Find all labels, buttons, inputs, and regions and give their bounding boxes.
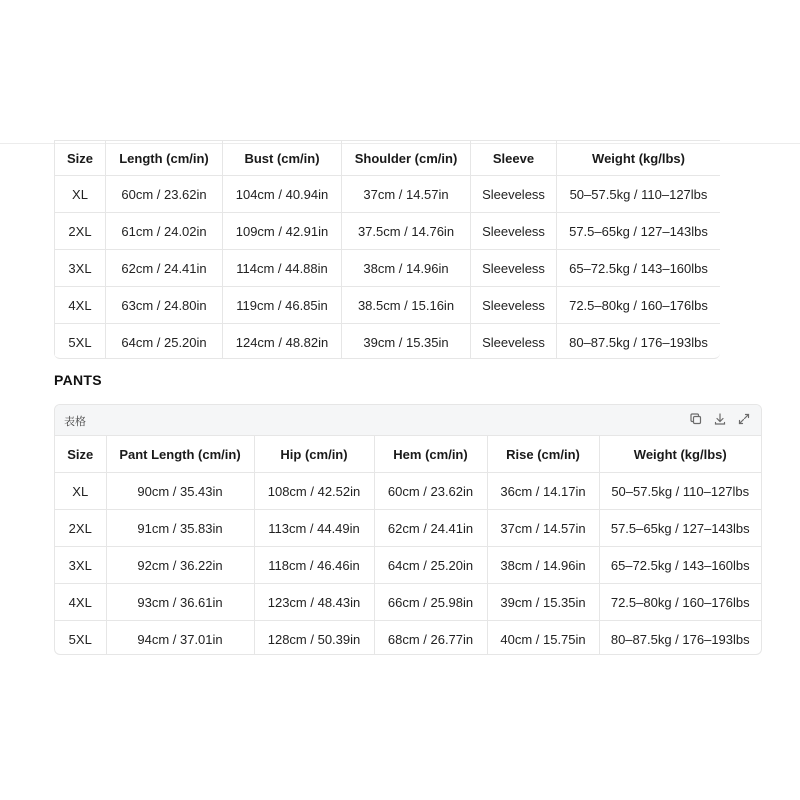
download-icon[interactable]	[713, 412, 727, 426]
column-header: Weight (kg/lbs)	[557, 141, 721, 176]
table-cell: 128cm / 50.39in	[254, 621, 374, 656]
table-cell: 123cm / 48.43in	[254, 584, 374, 621]
table-row	[55, 324, 721, 360]
pants-section-title: PANTS	[54, 372, 102, 388]
table-cell: 80–87.5kg / 176–193lbs	[599, 621, 761, 656]
table-cell: 50–57.5kg / 110–127lbs	[557, 176, 721, 213]
table-cell: 57.5–65kg / 127–143lbs	[599, 510, 761, 547]
table-cell: 113cm / 44.49in	[254, 510, 374, 547]
table-cell: XL	[55, 473, 106, 510]
table-cell: 37cm / 14.57in	[342, 176, 471, 213]
table-cell: Sleeveless	[471, 287, 557, 324]
table-row	[55, 250, 721, 287]
table-cell: 90cm / 35.43in	[106, 473, 254, 510]
table-cell: 66cm / 25.98in	[374, 584, 487, 621]
pants-table-card	[54, 404, 762, 655]
table-card-toolbar	[689, 412, 751, 426]
table-cell: 119cm / 46.85in	[223, 287, 342, 324]
column-header: Weight (kg/lbs)	[599, 436, 761, 473]
table-cell: 61cm / 24.02in	[106, 213, 223, 250]
table-cell: 57.5–65kg / 127–143lbs	[557, 213, 721, 250]
table-cell: 40cm / 15.75in	[487, 621, 599, 656]
expand-icon[interactable]	[737, 412, 751, 426]
table-cell: 60cm / 23.62in	[374, 473, 487, 510]
table-cell: 36cm / 14.17in	[487, 473, 599, 510]
column-header: Hip (cm/in)	[254, 436, 374, 473]
table-cell: 37.5cm / 14.76in	[342, 213, 471, 250]
table-cell: 92cm / 36.22in	[106, 547, 254, 584]
table-cell: 64cm / 25.20in	[374, 547, 487, 584]
table-row	[55, 473, 761, 510]
table-cell: 39cm / 15.35in	[342, 324, 471, 360]
table-cell: Sleeveless	[471, 324, 557, 360]
table-cell: 72.5–80kg / 160–176lbs	[599, 584, 761, 621]
table-row	[55, 621, 761, 656]
table-card-header	[55, 405, 761, 436]
table-cell: XL	[55, 176, 106, 213]
table-cell: 60cm / 23.62in	[106, 176, 223, 213]
table-row	[55, 176, 721, 213]
table-cell: 5XL	[55, 324, 106, 360]
table-cell: 80–87.5kg / 176–193lbs	[557, 324, 721, 360]
table-cell: 68cm / 26.77in	[374, 621, 487, 656]
column-header: Hem (cm/in)	[374, 436, 487, 473]
table-cell: 65–72.5kg / 143–160lbs	[599, 547, 761, 584]
column-header: Size	[55, 141, 106, 176]
table-cell: Sleeveless	[471, 213, 557, 250]
table-cell: 38cm / 14.96in	[342, 250, 471, 287]
column-header: Bust (cm/in)	[223, 141, 342, 176]
tops-size-table-container	[54, 140, 720, 359]
table-cell: 124cm / 48.82in	[223, 324, 342, 360]
table-cell: 104cm / 40.94in	[223, 176, 342, 213]
copy-icon[interactable]	[689, 412, 703, 426]
table-cell: 64cm / 25.20in	[106, 324, 223, 360]
table-row	[55, 287, 721, 324]
table-row	[55, 584, 761, 621]
table-header-row	[55, 436, 761, 473]
table-cell: Sleeveless	[471, 176, 557, 213]
table-cell: 118cm / 46.46in	[254, 547, 374, 584]
table-cell: 38cm / 14.96in	[487, 547, 599, 584]
table-cell: 114cm / 44.88in	[223, 250, 342, 287]
table-cell: 37cm / 14.57in	[487, 510, 599, 547]
table-cell: 63cm / 24.80in	[106, 287, 223, 324]
table-cell: 94cm / 37.01in	[106, 621, 254, 656]
table-cell: 109cm / 42.91in	[223, 213, 342, 250]
table-header-row	[55, 141, 721, 176]
table-cell: 62cm / 24.41in	[106, 250, 223, 287]
table-cell: 4XL	[55, 287, 106, 324]
table-cell: 72.5–80kg / 160–176lbs	[557, 287, 721, 324]
table-cell: 39cm / 15.35in	[487, 584, 599, 621]
table-cell: 3XL	[55, 250, 106, 287]
pants-size-table	[55, 436, 761, 655]
column-header: Rise (cm/in)	[487, 436, 599, 473]
table-card-label: 表格	[64, 416, 86, 428]
column-header: Pant Length (cm/in)	[106, 436, 254, 473]
column-header: Sleeve	[471, 141, 557, 176]
column-header: Length (cm/in)	[106, 141, 223, 176]
table-cell: 3XL	[55, 547, 106, 584]
column-header: Size	[55, 436, 106, 473]
table-row	[55, 547, 761, 584]
table-cell: 108cm / 42.52in	[254, 473, 374, 510]
table-cell: 65–72.5kg / 143–160lbs	[557, 250, 721, 287]
table-cell: 2XL	[55, 510, 106, 547]
table-cell: Sleeveless	[471, 250, 557, 287]
table-cell: 5XL	[55, 621, 106, 656]
table-cell: 4XL	[55, 584, 106, 621]
table-cell: 38.5cm / 15.16in	[342, 287, 471, 324]
column-header: Shoulder (cm/in)	[342, 141, 471, 176]
table-row	[55, 510, 761, 547]
table-row	[55, 213, 721, 250]
table-cell: 50–57.5kg / 110–127lbs	[599, 473, 761, 510]
table-cell: 93cm / 36.61in	[106, 584, 254, 621]
table-cell: 2XL	[55, 213, 106, 250]
table-cell: 62cm / 24.41in	[374, 510, 487, 547]
table-cell: 91cm / 35.83in	[106, 510, 254, 547]
tops-size-table	[54, 140, 720, 359]
